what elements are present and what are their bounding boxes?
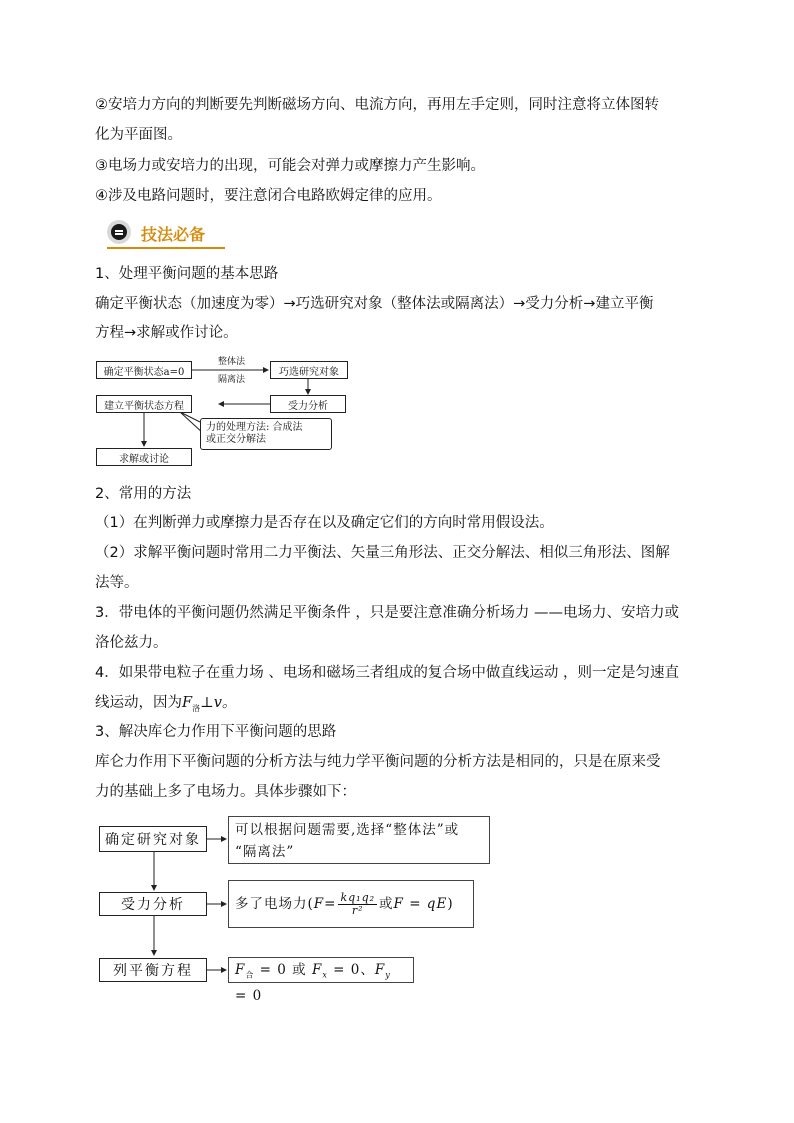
- flow-label-whole: 整体法: [218, 357, 246, 367]
- section-underline: [107, 247, 225, 249]
- flow-note-line1: 力的处理方法: 合成法: [206, 422, 303, 433]
- step-note-object: 可以根据问题需要,选择“整体法”或 “隔离法”: [228, 816, 490, 864]
- paragraph-approach-line1: 确定平衡状态（加速度为零）→巧选研究对象（整体法或隔离法）→受力分析→建立平衡: [95, 296, 654, 312]
- paragraph-method-2: （2）求解平衡问题时常用二力平衡法、矢量三角形法、正交分解法、相似三角形法、图解: [95, 545, 670, 561]
- paragraph-charged-particle-cont: 线运动，因为$F_洛\perp v$。: [95, 695, 237, 713]
- paragraph-ampere-direction: ②安培力方向的判断要先判断磁场方向、电流方向，再用左手定则，同时注意将立体图转: [95, 97, 659, 113]
- step-box-determine-object: 确定研究对象: [99, 826, 207, 852]
- flow-box-select-object: 巧选研究对象: [270, 361, 348, 379]
- flowchart-basic-approach: [96, 354, 356, 470]
- paragraph-ampere-direction-cont: 化为平面图。: [95, 127, 182, 143]
- paragraph-circuit: ④涉及电路问题时，要注意闭合电路欧姆定律的应用。: [95, 188, 442, 204]
- step-box-equation: 列平衡方程: [99, 958, 207, 982]
- coulomb-fraction: $\frac{\text{kq₁q₂}}{\text{r²}}$: [340, 890, 376, 917]
- flow-note-force-methods: [200, 418, 332, 450]
- flow-label-isolate: 隔离法: [218, 375, 246, 385]
- paragraph-method-1: （1）在判断弹力或摩擦力是否存在以及确定它们的方向时常用假设法。: [95, 515, 554, 531]
- step-note-equilibrium: $F_合 = 0$ 或 $F_x = 0$、$F_y = 0$: [228, 957, 414, 983]
- paragraph-coulomb-line2: 力的基础上多了电场力。具体步骤如下：: [95, 784, 356, 800]
- flowchart-coulomb-steps: [99, 816, 499, 1004]
- section-title: 技法必备: [141, 225, 206, 244]
- heading-basic-approach: 1、处理平衡问题的基本思路: [95, 266, 279, 282]
- flow-note-line2: 或正交分解法: [206, 434, 266, 445]
- paragraph-electric-force: ③电场力或安培力的出现，可能会对弹力或摩擦力产生影响。: [95, 158, 485, 174]
- paragraph-charged-body-cont: 洛伦兹力。: [95, 635, 168, 651]
- step-box-force-analysis: 受力分析: [99, 892, 207, 916]
- heading-common-methods: 2、常用的方法: [95, 486, 192, 502]
- paragraph-charged-particle: 4．如果带电粒子在重力场 、电场和磁场三者组成的复合场中做直线运动 ，则一定是匀速直: [95, 665, 679, 681]
- step-note-electric-force: 多了电场力( F = $\frac{\text{kq₁q₂}}{\text{r²}}$ 或 F = qE ): [228, 880, 474, 928]
- paragraph-charged-body: 3．带电体的平衡问题仍然满足平衡条件 ，只是要注意准确分析场力 ——电场力、安培力或: [95, 605, 679, 621]
- paragraph-method-2-cont: 法等。: [95, 575, 139, 591]
- flow-box-solve: 求解或讨论: [96, 448, 192, 466]
- section-header: [107, 220, 227, 248]
- flow-box-determine-state: 确定平衡状态a=0: [96, 361, 192, 379]
- flow-box-equation: 建立平衡状态方程: [96, 395, 192, 413]
- heading-coulomb: 3、解决库仑力作用下平衡问题的思路: [95, 724, 337, 740]
- book-icon: [107, 220, 131, 244]
- paragraph-coulomb-line1: 库仑力作用下平衡问题的分析方法与纯力学平衡问题的分析方法是相同的，只是在原来受: [95, 754, 661, 770]
- flow-box-force-analysis: 受力分析: [270, 395, 346, 413]
- paragraph-approach-line2: 方程→求解或作讨论。: [95, 325, 238, 341]
